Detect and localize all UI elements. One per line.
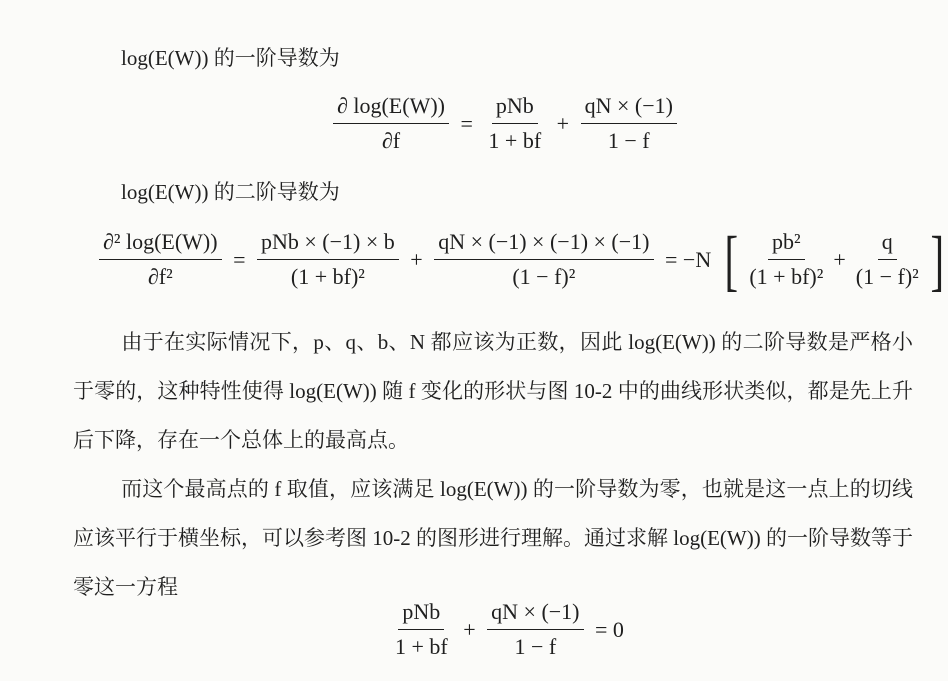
- negative-n-factor: = −N: [665, 246, 712, 272]
- numerator: qN × (−1) × (−1) × (−1): [434, 228, 653, 260]
- denominator: (1 − f)²: [855, 264, 919, 289]
- numerator: ∂² log(E(W)): [99, 228, 222, 260]
- numerator: pNb × (−1) × b: [257, 228, 399, 260]
- heading-second-derivative: log(E(W)) 的二阶导数为: [121, 180, 340, 204]
- numerator: pNb: [492, 92, 538, 124]
- denominator: (1 + bf)²: [290, 264, 365, 289]
- fraction-lhs: [99, 228, 222, 291]
- fraction-inner1: [745, 228, 827, 291]
- plus-sign: +: [410, 246, 423, 272]
- bracket-group: [720, 221, 948, 298]
- numerator: qN × (−1): [581, 92, 677, 124]
- equals-sign: =: [233, 246, 246, 272]
- equals-sign: =: [460, 110, 473, 136]
- fraction-lhs: [333, 92, 449, 155]
- fraction-term1: [391, 598, 452, 661]
- fraction-term2: [434, 228, 653, 291]
- left-bracket: [: [724, 221, 738, 298]
- denominator: 1 + bf: [488, 128, 542, 153]
- right-bracket: ]: [930, 221, 944, 298]
- fraction-term1: [484, 92, 545, 155]
- paragraph-text: 由于在实际情况下，p、q、b、N 都应该为正数，因此 log(E(W)) 的二阶导数是严格小于零的，这种特性使得 log(E(W)) 随 f 变化的形状与图 10-2 中的曲线形状类似，都是先上升后下降，存在一个总体上的最高点。: [73, 330, 913, 452]
- denominator: 1 − f: [514, 634, 557, 659]
- plus-sign: +: [833, 246, 846, 272]
- plus-sign: +: [556, 110, 570, 136]
- denominator: 1 + bf: [395, 634, 448, 659]
- fraction-term2: [487, 598, 583, 661]
- numerator: qN × (−1): [487, 598, 583, 630]
- denominator: (1 + bf)²: [749, 264, 824, 289]
- fraction-inner2: [852, 228, 923, 291]
- fraction-term1: [257, 228, 399, 291]
- fraction-term2: [581, 92, 677, 155]
- numerator: pNb: [398, 598, 444, 630]
- paragraph-second-derivative-sign: [73, 318, 913, 465]
- denominator: 1 − f: [607, 128, 650, 153]
- numerator: q: [878, 228, 897, 260]
- numerator: pb²: [768, 228, 805, 260]
- equals-zero: = 0: [595, 616, 624, 642]
- denominator: ∂f: [381, 128, 401, 153]
- plus-sign: +: [463, 616, 476, 642]
- equation-first-derivative-zero: [388, 598, 627, 661]
- paragraph-text: 而这个最高点的 f 取值，应该满足 log(E(W)) 的一阶导数为零，也就是这一点上的切线应该平行于横坐标，可以参考图 10-2 的图形进行理解。通过求解 log(E(W)) 的一阶导数等于零这一方程: [73, 477, 913, 599]
- numerator: ∂ log(E(W)): [333, 92, 449, 124]
- equation-second-derivative: [96, 221, 948, 298]
- paragraph-maximum-point: [73, 465, 913, 612]
- heading-first-derivative: log(E(W)) 的一阶导数为: [121, 46, 340, 70]
- denominator: (1 − f)²: [512, 264, 576, 289]
- equation-first-derivative: [330, 92, 680, 155]
- denominator: ∂f²: [147, 264, 173, 289]
